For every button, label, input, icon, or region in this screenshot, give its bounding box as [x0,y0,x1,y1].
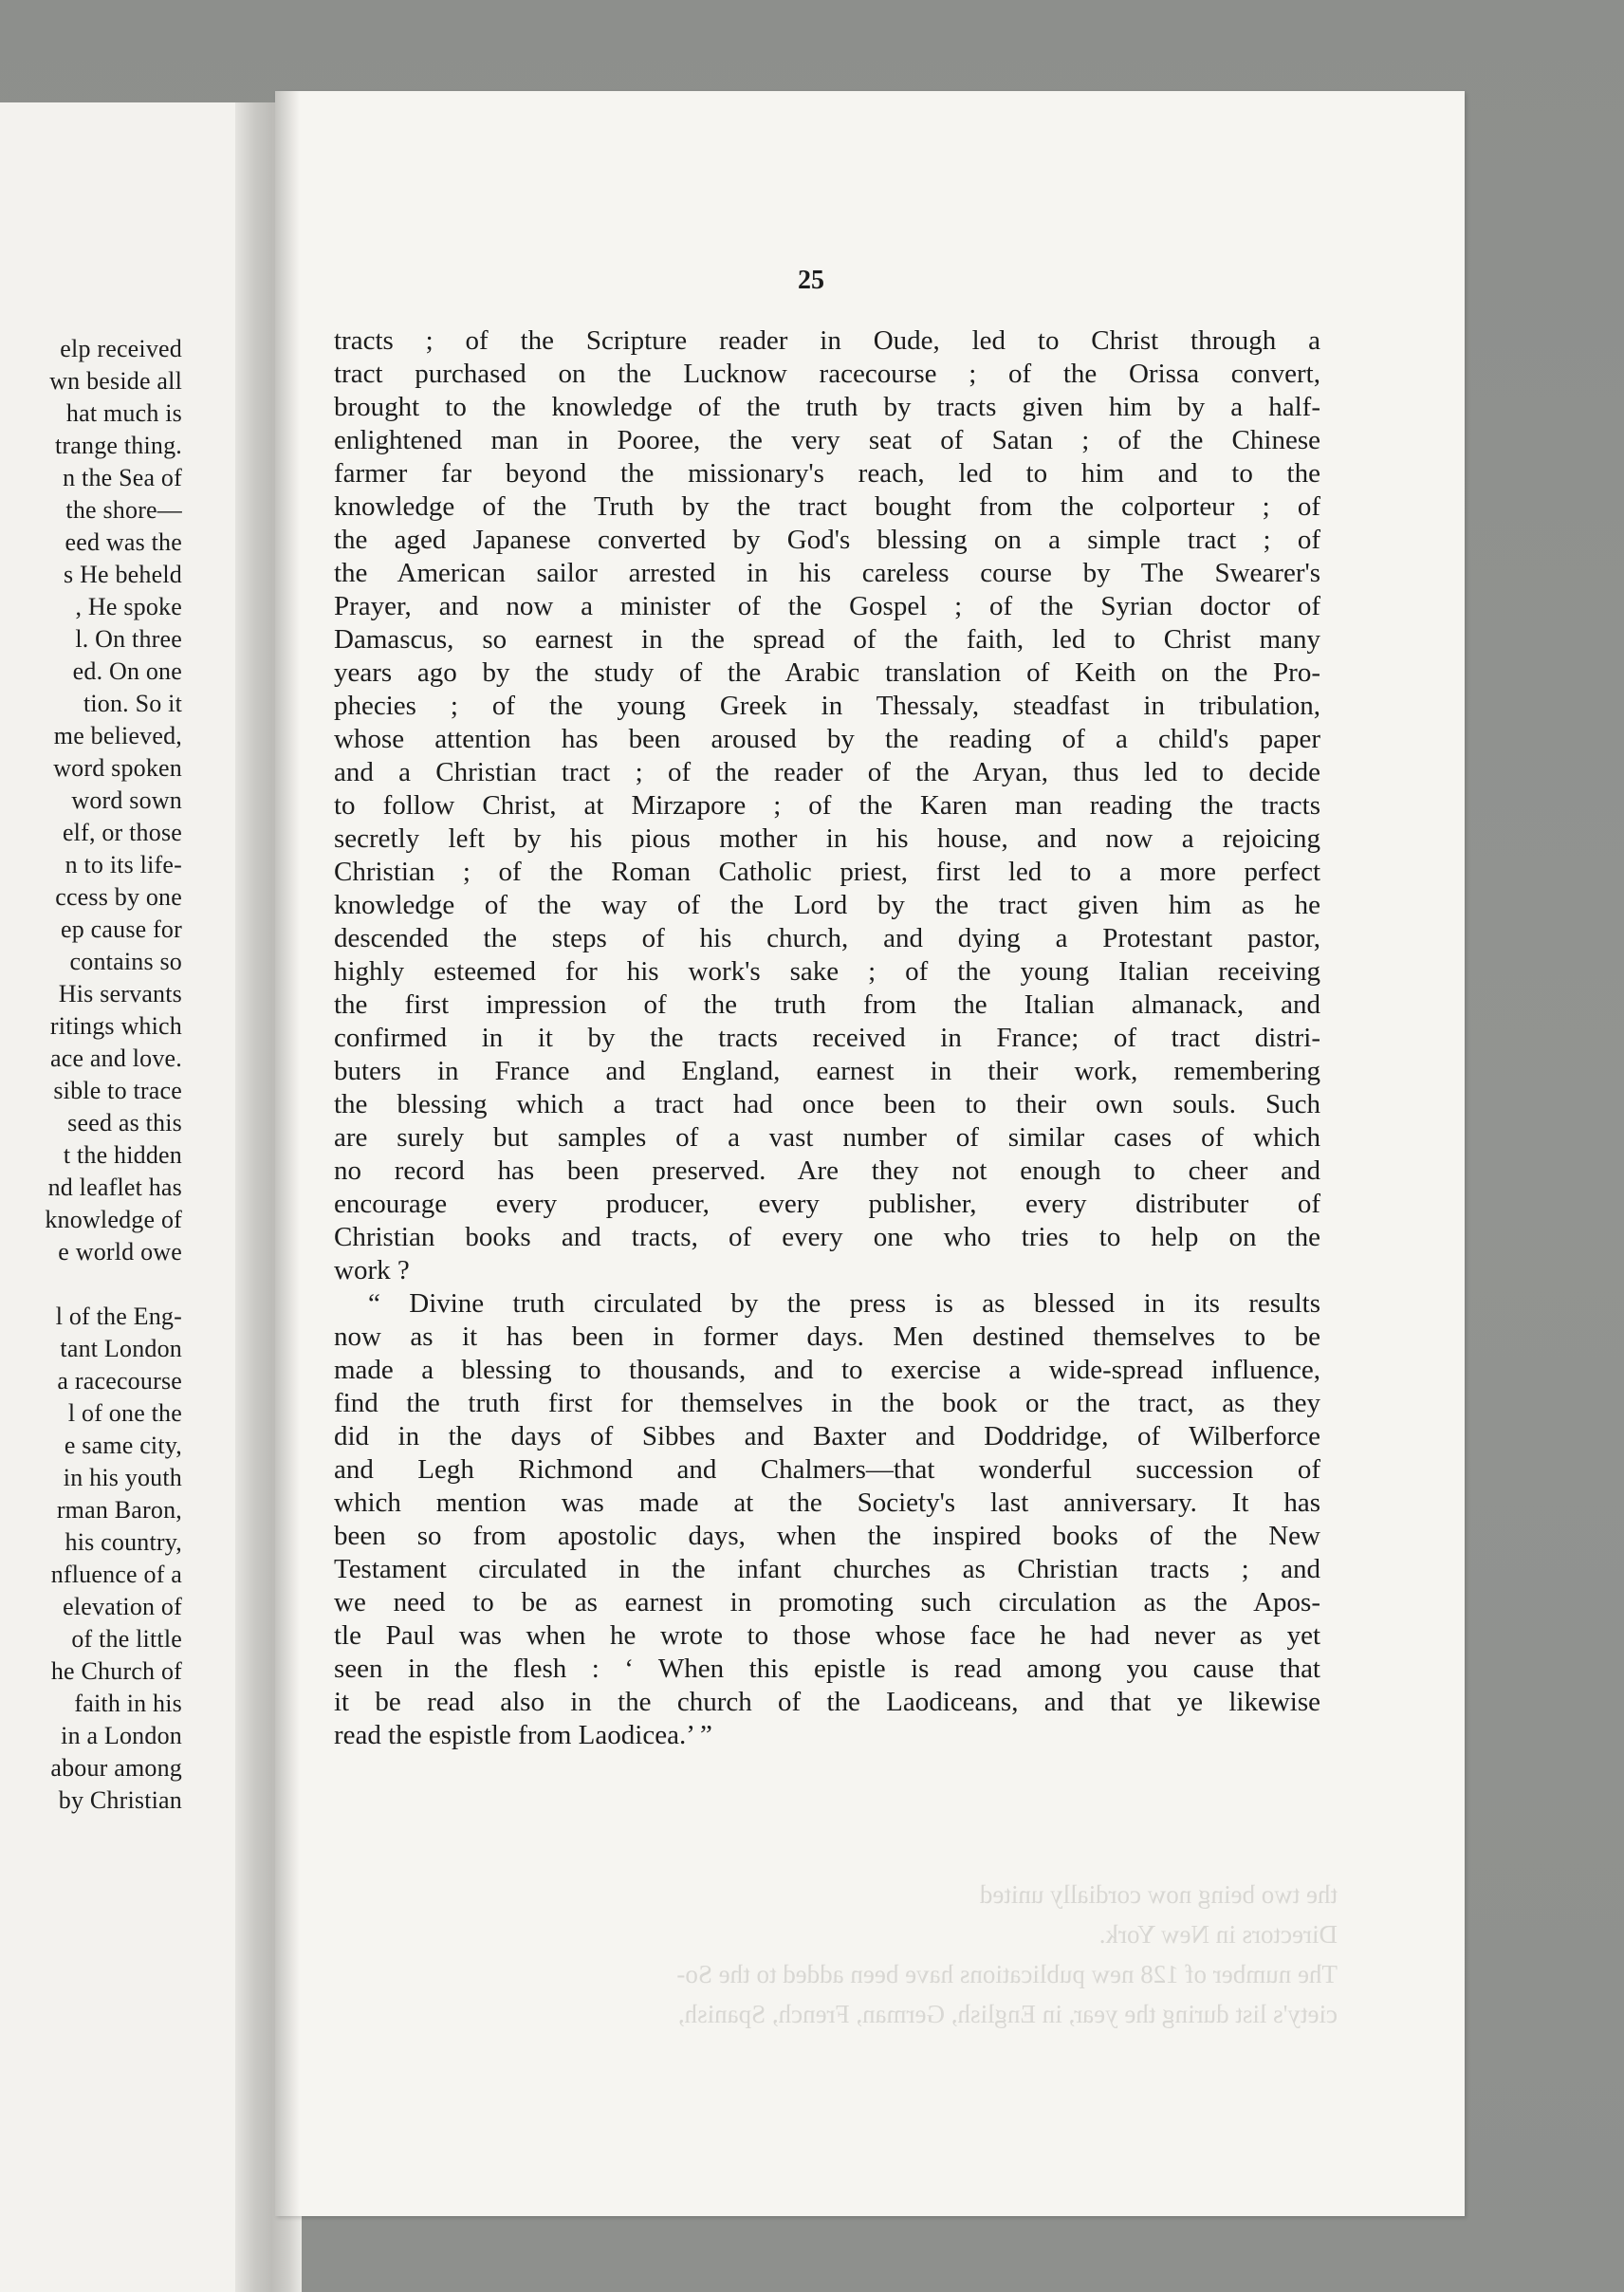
text-line: are surely but samples of a vast number of similar cases of which [334,1122,1320,1153]
text-line: “ Divine truth circulated by the press is as blessed in its results [368,1288,1320,1319]
page-edge-shadow [275,91,300,2216]
page-body-text [334,324,1320,1752]
text-line: read the espistle from Laodicea.’ ” [334,1720,712,1750]
left-page-line: elp received [60,335,182,362]
left-page-text-column [0,333,182,1817]
left-page-line: tant London [60,1335,182,1362]
left-page-line: a racecourse [57,1367,182,1395]
left-page-line: rman Baron, [56,1496,182,1524]
text-line: Christian books and tracts, of every one who tries to help on the [334,1222,1320,1252]
text-line: phecies ; of the young Greek in Thessaly, steadfast in tribulation, [334,691,1320,721]
text-line: tle Paul was when he wrote to those whose face he had never as yet [334,1620,1320,1651]
text-line: enlightened man in Pooree, the very seat of Satan ; of the Chinese [334,425,1320,455]
left-page-line: tion. So it [83,690,182,717]
left-page-line: l of the Eng- [55,1303,182,1330]
text-line: the American sailor arrested in his careless course by The Swearer's [334,558,1320,588]
text-line: the blessing which a tract had once been to their own souls. Such [334,1089,1320,1119]
left-page-line: of the little [71,1625,182,1653]
left-page-line: s He beheld [64,561,182,588]
left-page-line: his country, [65,1528,182,1556]
text-line: the first impression of the truth from the Italian almanack, and [334,989,1320,1020]
text-line: work ? [334,1255,410,1285]
text-line: brought to the knowledge of the truth by tracts given him by a half- [334,392,1320,422]
text-line: descended the steps of his church, and dying a Protestant pastor, [334,923,1320,953]
text-line: Testament circulated in the infant churches as Christian tracts ; and [334,1554,1320,1584]
left-page-line: wn beside all [49,367,182,395]
left-page-line: n the Sea of [63,464,182,491]
left-page-line: faith in his [74,1690,182,1717]
bleed-through-text [676,1875,1338,2034]
text-line: Prayer, and now a minister of the Gospel ; of the Syrian doctor of [334,591,1320,621]
left-page-line: t the hidden [63,1141,182,1169]
left-page-line: the shore— [65,496,182,524]
text-line: it be read also in the church of the Laodiceans, and that ye likewise [334,1687,1320,1717]
text-line: which mention was made at the Society's last anniversary. It has [334,1488,1320,1518]
text-line: Damascus, so earnest in the spread of the faith, led to Christ many [334,624,1320,655]
left-page [0,102,254,2292]
left-page-line: eed was the [65,528,182,556]
text-line: the aged Japanese converted by God's blessing on a simple tract ; of [334,525,1320,555]
left-page-line: l of one the [67,1399,182,1427]
text-line: been so from apostolic days, when the inspired books of the New [334,1521,1320,1551]
bleed-through-line: Directors in New York. [1098,1920,1338,1949]
left-page-line: word spoken [53,754,182,782]
text-line: did in the days of Sibbes and Baxter and Doddridge, of Wilberforce [334,1421,1320,1451]
left-page-line: knowledge of [45,1206,182,1233]
left-page-line: nd leaflet has [47,1174,182,1201]
text-line: knowledge of the way of the Lord by the tract given him as he [334,890,1320,920]
left-page-line: me believed, [53,722,182,749]
left-page-line: ccess by one [55,883,182,911]
right-page [275,91,1465,2216]
text-line: and Legh Richmond and Chalmers—that wonderful succession of [334,1454,1320,1485]
left-page-line: hat much is [65,399,182,427]
left-page-line: ep cause for [61,915,182,943]
text-line: years ago by the study of the Arabic translation of Keith on the Pro- [334,657,1320,688]
bleed-through-line: the two being now cordially united [979,1880,1338,1909]
left-page-line: ed. On one [72,657,182,685]
left-page-line: abour among [50,1754,182,1782]
text-line: find the truth first for themselves in the book or the tract, as they [334,1388,1320,1418]
text-line: secretly left by his pious mother in his house, and now a rejoicing [334,823,1320,854]
text-line: we need to be as earnest in promoting such circulation as the Apos- [334,1587,1320,1617]
left-page-line: n to its life- [65,851,182,878]
text-line: and a Christian tract ; of the reader of the Aryan, thus led to decide [334,757,1320,787]
text-line: tracts ; of the Scripture reader in Oude, led to Christ through a [334,325,1320,356]
left-page-line: ritings which [49,1012,182,1040]
text-line: tract purchased on the Lucknow racecourse ; of the Orissa convert, [334,359,1320,389]
text-line: buters in France and England, earnest in their work, remembering [334,1056,1320,1086]
text-line: to follow Christ, at Mirzapore ; of the Karen man reading the tracts [334,790,1320,821]
text-line: now as it has been in former days. Men destined themselves to be [334,1322,1320,1352]
left-page-line: nfluence of a [50,1561,182,1588]
left-page-line: sible to trace [53,1077,182,1104]
left-page-line: ace and love. [49,1044,182,1072]
text-line: highly esteemed for his work's sake ; of the young Italian receiving [334,956,1320,987]
left-page-line: e same city, [64,1432,182,1459]
left-page-line [0,1268,182,1301]
left-page-line: elf, or those [62,819,182,846]
text-line: no record has been preserved. Are they not enough to cheer and [334,1155,1320,1186]
left-page-line: , He spoke [75,593,182,620]
text-line: farmer far beyond the missionary's reach, led to him and to the [334,458,1320,489]
bleed-through-line: ciety's list during the year, in English, German, French, Spanish, [677,2000,1338,2028]
text-line: made a blessing to thousands, and to exercise a wide-spread influence, [334,1355,1320,1385]
left-page-line: contains so [69,948,182,975]
left-page-line: word sown [71,786,182,814]
page-number: 25 [798,266,824,295]
text-line: encourage every producer, every publisher, every distributer of [334,1189,1320,1219]
text-line: whose attention has been aroused by the reading of a child's paper [334,724,1320,754]
left-page-line: trange thing. [54,432,182,459]
bleed-through-line: The number of 128 new publications have been added to the So- [676,1960,1338,1988]
text-line: knowledge of the Truth by the tract bought from the colporteur ; of [334,491,1320,522]
left-page-line: he Church of [50,1657,182,1685]
left-page-line: His servants [58,980,182,1007]
left-page-line: in a London [61,1722,182,1749]
left-page-line: seed as this [67,1109,182,1137]
text-line: seen in the flesh : ‘ When this epistle is read among you cause that [334,1654,1320,1684]
left-page-line: in his youth [63,1464,182,1491]
left-page-line: elevation of [63,1593,182,1620]
text-line: Christian ; of the Roman Catholic priest, first led to a more perfect [334,857,1320,887]
text-line: confirmed in it by the tracts received in France; of tract distri- [334,1023,1320,1053]
left-page-line: e world owe [58,1238,182,1266]
left-page-line: l. On three [75,625,182,653]
left-page-line: by Christian [58,1786,182,1814]
